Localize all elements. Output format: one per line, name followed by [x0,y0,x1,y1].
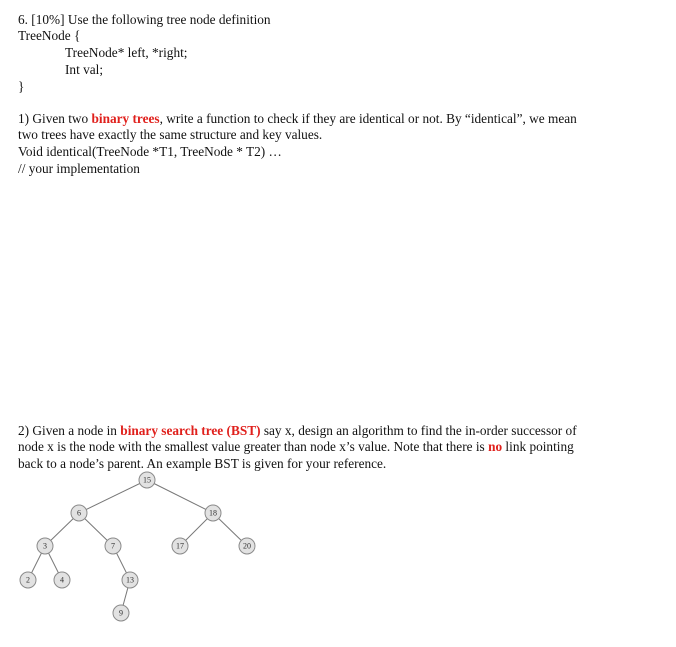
tree-node-15 [139,472,155,488]
part1-text: , write a function to check if they are identical or not. By “identical”, we mean [159,111,577,126]
tree-node-label: 18 [209,508,217,518]
tree-edge-15-18 [147,480,213,513]
tree-node-label: 15 [143,475,151,485]
tree-node-label: 13 [126,575,134,585]
part2-text: say x, design an algorithm to find the in-order successor of [260,423,577,438]
binary-trees-highlight: binary trees [91,111,160,126]
part2-text: node x is the node with the smallest value greater than node x’s value. Note that there is [18,439,489,454]
part1-function-signature: Void identical(TreeNode *T1, TreeNode * T2) … [18,144,282,159]
bst-highlight: binary search tree (BST) [120,423,261,438]
tree-node-label: 3 [43,541,47,551]
tree-node-label: 4 [60,575,64,585]
tree-edge-15-6 [79,480,147,513]
tree-node-3 [37,538,53,554]
tree-node-4 [54,572,70,588]
question-header: 6. [10%] Use the following tree node definition [18,12,271,27]
tree-node-9 [113,605,129,621]
part2-text: 2) Given a node in [18,423,121,438]
code-struct-open: TreeNode { [18,28,81,43]
tree-node-17 [172,538,188,554]
no-highlight: no [488,439,503,454]
part2-line3: back to a node’s parent. An example BST is given for your reference. [18,456,387,471]
part1-text: 1) Given two [18,111,92,126]
tree-node-label: 2 [26,575,30,585]
tree-node-label: 17 [176,541,184,551]
tree-node-label: 9 [119,608,123,618]
code-value-field: Int val; [65,62,104,77]
tree-node-label: 20 [243,541,251,551]
code-pointer-fields: TreeNode* left, *right; [65,45,188,60]
tree-node-label: 6 [77,508,81,518]
code-struct-close: } [18,79,25,94]
tree-node-18 [205,505,221,521]
part1-line2: two trees have exactly the same structure and key values. [18,127,323,142]
tree-node-7 [105,538,121,554]
tree-node-2 [20,572,36,588]
tree-node-20 [239,538,255,554]
tree-node-6 [71,505,87,521]
part1-implementation-comment: // your implementation [18,161,140,176]
tree-node-label: 7 [111,541,115,551]
part2-text: link pointing [502,439,574,454]
tree-node-13 [122,572,138,588]
